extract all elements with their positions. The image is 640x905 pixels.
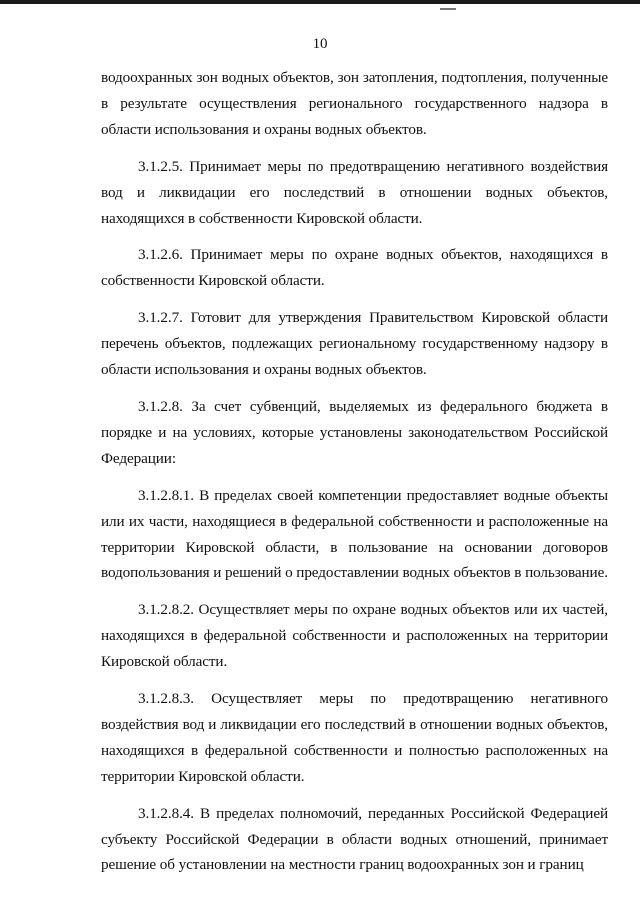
paragraph-3-1-2-8-2: 3.1.2.8.2. Осуществляет меры по охране водных объектов или их частей, находящихся в федеральной собственности и расположенных на территории Кировской области. (101, 601, 608, 671)
scan-mark (440, 8, 456, 10)
document-body (101, 65, 608, 878)
page-top-border (0, 0, 640, 4)
paragraph-3-1-2-7: 3.1.2.7. Готовит для утверждения Правительством Кировской области перечень объектов, подлежащих региональному государственному надзору в области использования и охраны водных объектов. (101, 309, 608, 379)
paragraph-3-1-2-8-4: 3.1.2.8.4. В пределах полномочий, переданных Российской Федерацией субъекту Российской Федерации в области водных отношений, принимает решение об установлении на местности границ водоохранных зон и границ (101, 804, 608, 874)
paragraph-continuation: водоохранных зон водных объектов, зон затопления, подтопления, полученные в результате осуществления регионального государственного надзора в области использования и охраны водных объектов. (101, 69, 608, 138)
paragraph-3-1-2-8-3: 3.1.2.8.3. Осуществляет меры по предотвращению негативного воздействия вод и ликвидации его последствий в отношении водных объектов, находящихся в федеральной собственности и полностью расположенных на территории Кировской области. (101, 690, 608, 785)
page-number: 10 (312, 36, 328, 52)
paragraph-3-1-2-8: 3.1.2.8. За счет субвенций, выделяемых из федерального бюджета в порядке и на условиях, которые установлены законодательством Российской Федерации: (101, 397, 608, 467)
paragraph-3-1-2-8-1: 3.1.2.8.1. В пределах своей компетенции предоставляет водные объекты или их части, находящиеся в федеральной собственности и расположенные на территории Кировской области, в пользование на основании договоров водопользования и решений о предоставлении водных объектов в пользование. (101, 486, 608, 582)
paragraph-3-1-2-6: 3.1.2.6. Принимает меры по охране водных объектов, находящихся в собственности Кировской области. (101, 246, 608, 290)
paragraph-3-1-2-5: 3.1.2.5. Принимает меры по предотвращению негативного воздействия вод и ликвидации его последствий в отношении водных объектов, находящихся в собственности Кировской области. (101, 157, 608, 227)
